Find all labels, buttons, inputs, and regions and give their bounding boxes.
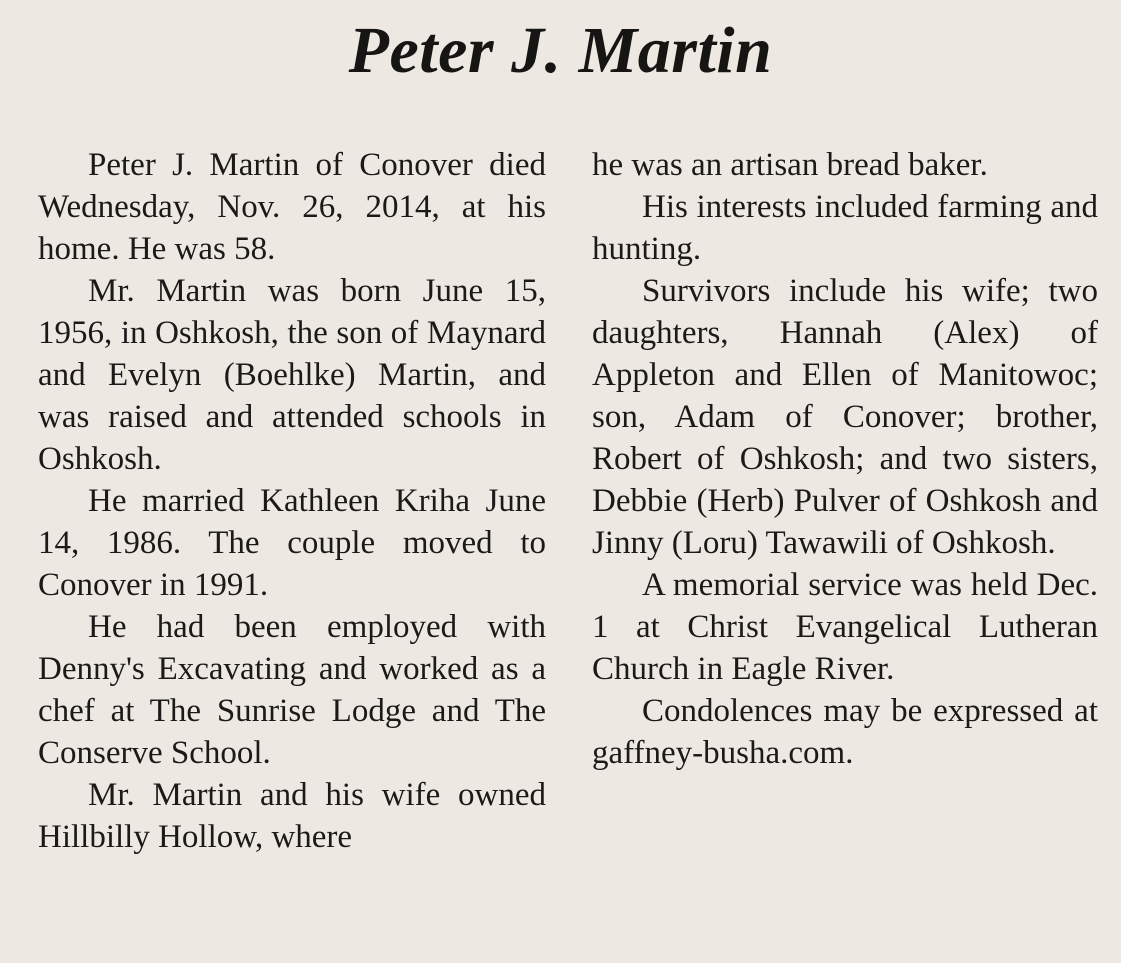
paragraph-condolences: Condolences may be expressed at gaffney-busha.com. [592, 693, 1098, 771]
left-column [38, 144, 546, 858]
obituary-title: Peter J. Martin [348, 14, 773, 87]
paragraph-memorial: A memorial service was held Dec. 1 at Christ Evangelical Lutheran Church in Eagle River. [592, 567, 1098, 687]
paragraph-employment: He had been employed with Denny's Excavating and worked as a chef at The Sunrise Lodge and The Conserve School. [38, 609, 546, 771]
paragraph-death: Peter J. Martin of Conover died Wednesday, Nov. 26, 2014, at his home. He was 58. [38, 147, 546, 267]
paragraph-business-continued: he was an artisan bread baker. [592, 147, 988, 183]
paragraph-birth: Mr. Martin was born June 15, 1956, in Oshkosh, the son of Maynard and Evelyn (Boehlke) Martin, and was raised and attended schools in Oshkosh. [38, 273, 546, 477]
paragraph-interests: His interests included farming and hunting. [592, 189, 1098, 267]
paragraph-business: Mr. Martin and his wife owned Hillbilly Hollow, where [38, 777, 546, 855]
paragraph-marriage: He married Kathleen Kriha June 14, 1986. The couple moved to Conover in 1991. [38, 483, 546, 603]
right-column [592, 144, 1098, 774]
paragraph-survivors: Survivors include his wife; two daughters, Hannah (Alex) of Appleton and Ellen of Manitowoc; son, Adam of Conover; brother, Robert of Oshkosh; and two sisters, Debbie (Herb) Pulver of Oshkosh and Jinny (Loru) Tawawili of Oshkosh. [592, 273, 1098, 561]
